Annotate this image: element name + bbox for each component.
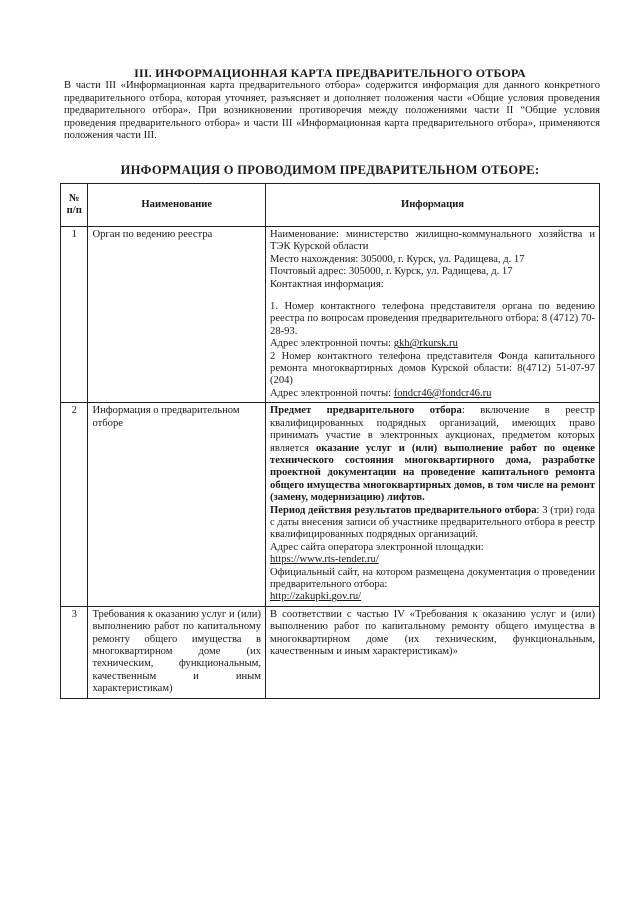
intro-paragraph: В части III «Информационная карта предварительного отбора» содержится информация для данного конкретного предварительного отбора, которая уточняет, разъясняет и дополняет положения части «Общие условия проведения предварительного отбора». При возникновении противоречия между положениями части II “Общие условия проведения предварительного отбора» и части III «Информационная карта предварительного отбора», применяются положения части III.	[64, 80, 600, 142]
email-line-1	[270, 338, 595, 350]
official-site-label: Официальный сайт, на котором размещена документация о проведении предварительного отбора:	[270, 566, 595, 590]
email-label: Адрес электронной почты:	[270, 338, 394, 350]
row-name: Информация о предварительном отборе	[88, 403, 266, 607]
validity-period	[270, 505, 595, 542]
info-table	[60, 183, 600, 699]
subject-text: : включение в реестр квалифицированных подрядных организаций, имеющих право принимать участие в электронных аукционах, предметом которых является	[270, 405, 595, 454]
row-number: 2	[61, 403, 88, 607]
table-row	[61, 227, 600, 403]
table-subtitle: ИНФОРМАЦИЯ О ПРОВОДИМОМ ПРЕДВАРИТЕЛЬНОМ ОТБОРЕ:	[120, 163, 540, 177]
table-row	[61, 606, 600, 698]
row-info	[266, 227, 600, 403]
period-text: : 3 (три) года с даты внесения записи об участнике предварительного отбора в реестр квалифицированных подрядных организаций.	[270, 504, 595, 541]
contact-phone-2: 2 Номер контактного телефона представителя Фонда капитального ремонта многоквартирных домов Курской области: 8(4712) 51-07-97 (204)	[270, 350, 595, 387]
contact-info-label: Контактная информация:	[270, 278, 384, 290]
org-name: Наименование: министерство жилищно-коммунального хозяйства и ТЭК Курской области	[270, 229, 595, 253]
email-label: Адрес электронной почты:	[270, 387, 394, 399]
header-num: № п/п	[61, 184, 88, 227]
org-postal-address: Почтовый адрес: 305000, г. Курск, ул. Радищева, д. 17	[270, 266, 513, 278]
header-name: Наименование	[88, 184, 266, 227]
row-info: В соответствии с частью IV «Требования к оказанию услуг и (или) выполнению работ по капитальному ремонту общего имущества в многоквартирном доме (их техническим, функциональным, качественным и иным характеристикам)»	[266, 606, 600, 698]
table-row	[61, 403, 600, 607]
section-title: III. ИНФОРМАЦИОННАЯ КАРТА ПРЕДВАРИТЕЛЬНОГО ОТБОРА	[134, 66, 526, 80]
row-info	[266, 403, 600, 607]
official-site-link[interactable]: http://zakupki.gov.ru/	[270, 591, 362, 603]
row-number: 1	[61, 227, 88, 403]
table-header-row	[61, 184, 600, 227]
row-number: 3	[61, 606, 88, 698]
period-label: Период действия результатов предварительного отбора	[270, 504, 537, 516]
org-location: Место нахождения: 305000, г. Курск, ул. Радищева, д. 17	[270, 253, 525, 265]
subject-bold-text: оказание услуг и (или) выполнение работ по оценке технического состояния многоквартирного дома, разработке проектной документации на проведение капитального ремонта общего имущества многоквартирных домов, в том числе на ремонт (замену, модернизацию) лифтов.	[270, 442, 595, 504]
operator-site-label: Адрес сайта оператора электронной площадки:	[270, 541, 484, 553]
email-line-2	[270, 388, 595, 400]
row-name: Орган по ведению реестра	[88, 227, 266, 403]
subject-label: Предмет предварительного отбора	[270, 405, 462, 417]
operator-site-link[interactable]: https://www.rts-tender.ru/	[270, 554, 379, 566]
email-link-fondcr46[interactable]: fondcr46@fondcr46.ru	[393, 387, 492, 399]
row-name: Требования к оказанию услуг и (или) выполнению работ по капитальному ремонту общего имущества в многоквартирном доме (их техническим, функциональным, качественным и иным характеристикам)	[88, 606, 266, 698]
header-info: Информация	[266, 184, 600, 227]
selection-subject	[270, 405, 595, 504]
contact-phone-1: 1. Номер контактного телефона представителя органа по ведению реестра по вопросам проведения предварительного отбора: 8 (4712) 70-28-93.	[270, 301, 595, 337]
email-link-gkh[interactable]: gkh@rkursk.ru	[393, 338, 458, 350]
